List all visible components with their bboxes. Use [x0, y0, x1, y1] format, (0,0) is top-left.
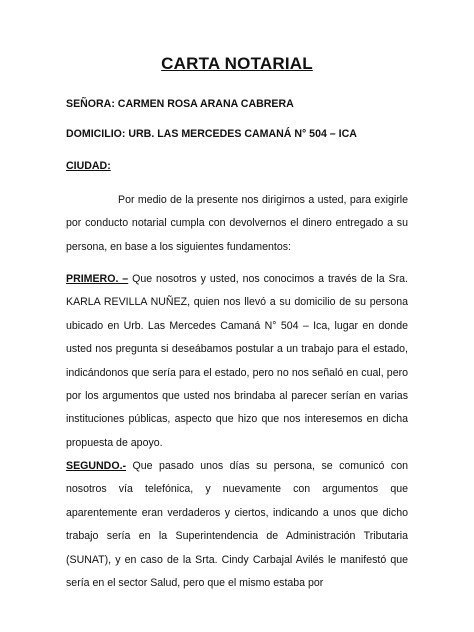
intro-paragraph: Por medio de la presente nos dirigirnos a usted, para exigirle por conducto notarial cumpla con devolvernos el dinero entregado a su persona, en base a los siguientes fundamentos:: [66, 194, 408, 253]
segundo-label: SEGUNDO.-: [66, 460, 127, 472]
address-line: DOMICILIO: URB. LAS MERCEDES CAMANÁ N° 504 – ICA: [66, 128, 357, 140]
primero-paragraph: [66, 268, 408, 455]
recipient-line: SEÑORA: CARMEN ROSA ARANA CABRERA: [66, 98, 294, 110]
segundo-text: Que pasado unos días su persona, se comunicó con nosotros vía telefónica, y nuevamente con argumentos que aparentemente eran verdaderos y ciertos, indicando a unos que dicho trabajo sería en la Superintendencia de Administración Tributaria (SUNAT), y en caso de la Srta. Cindy Carbajal Avilés le manifestó que sería en el sector Salud, pero que el mismo estaba por: [66, 460, 408, 590]
primero-text: Que nosotros y usted, nos conocimos a través de la Sra. KARLA REVILLA NUÑEZ, quien nos llevó a su domicilio de su persona ubicado en Urb. Las Mercedes Camaná N° 504 – Ica, lugar en donde usted nos pregunta si deseábamos postular a un trabajo para el estado, indicándonos que sería para el estado, pero no nos señaló en cual, pero por los argumentos que usted nos brindaba al parecer serían en varias instituciones públicas, aspecto que hizo que nos interesemos en dicha propuesta de apoyo.: [66, 273, 408, 449]
segundo-paragraph: [66, 455, 408, 595]
city-line: CIUDAD:: [66, 160, 111, 172]
document-title: CARTA NOTARIAL: [161, 54, 313, 73]
primero-label: PRIMERO. –: [66, 273, 129, 285]
